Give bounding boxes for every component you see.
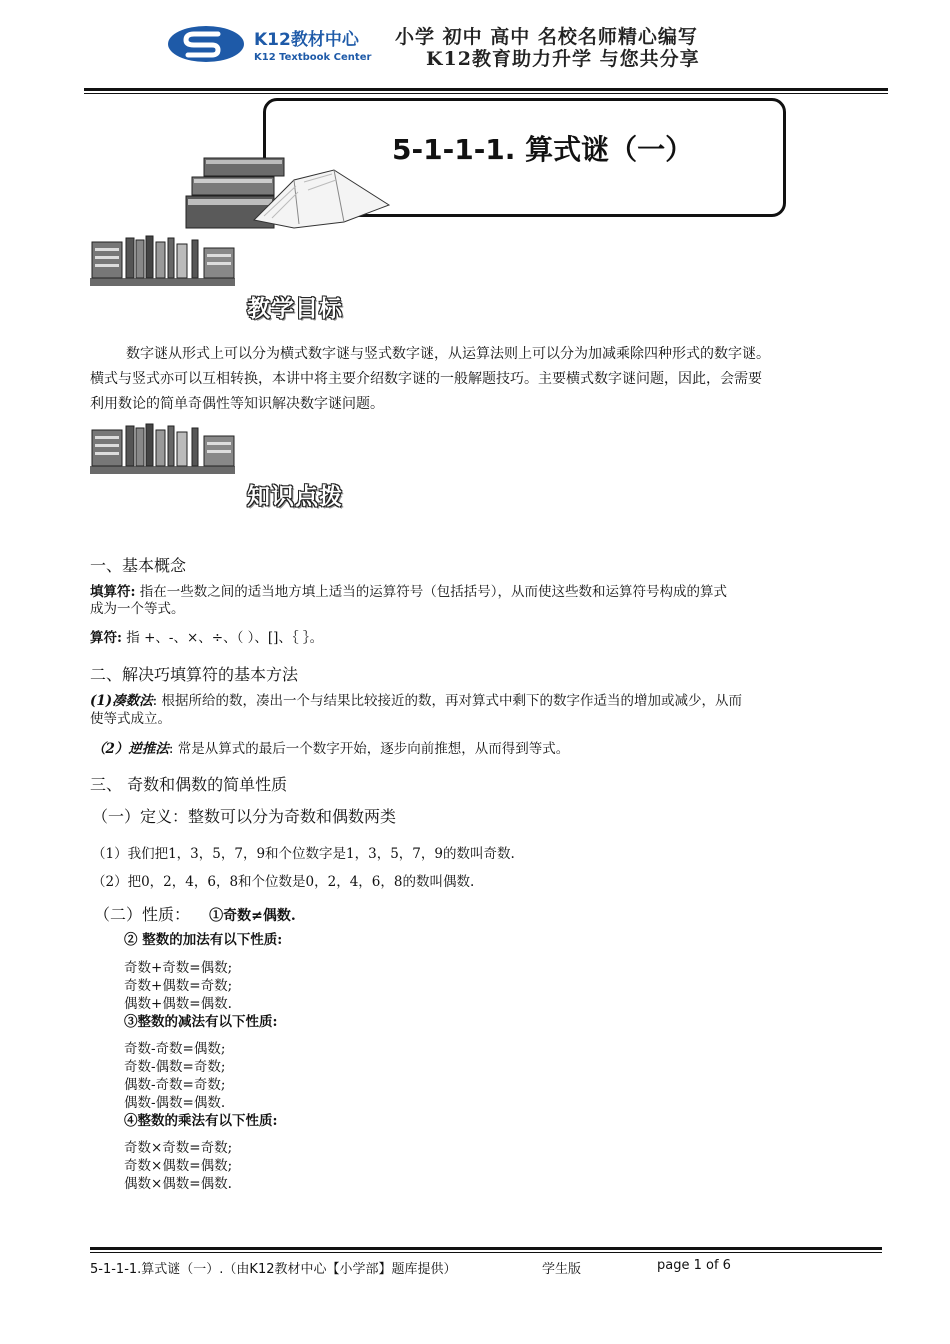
multiplication-rule: 奇数×偶数=偶数; bbox=[124, 1158, 233, 1174]
addition-rule: 偶数+偶数=偶数. bbox=[124, 996, 232, 1012]
operator-def bbox=[90, 630, 323, 647]
addition-title: ② 整数的加法有以下性质: bbox=[124, 932, 283, 948]
subtraction-title: ③整数的减法有以下性质: bbox=[124, 1014, 278, 1030]
heading-methods: 二、解决巧填算符的基本方法 bbox=[90, 665, 299, 684]
fill-operator-text: 指在一些数之间的适当地方填上适当的运算符号（包括括号），从而使这些数和运算符号构成的算式 bbox=[135, 584, 728, 600]
property-1: ①奇数≠偶数. bbox=[209, 908, 296, 924]
operator-label: 算符: bbox=[90, 630, 122, 646]
header-rule-thin bbox=[84, 93, 888, 94]
k12-logo-icon bbox=[166, 22, 246, 66]
addition-rule: 奇数+偶数=奇数; bbox=[124, 978, 233, 994]
operator-text: 指 +、-、×、÷、（ ）、[]、｛ ｝。 bbox=[121, 630, 324, 646]
slogan-line-2: K12教育助力升学 与您共分享 bbox=[426, 48, 700, 70]
heading-basic-concepts: 一、基本概念 bbox=[90, 556, 187, 575]
method-1 bbox=[90, 693, 742, 710]
subtraction-rule: 奇数-偶数=奇数; bbox=[124, 1059, 226, 1075]
fill-operator-def-cont: 成为一个等式。 bbox=[90, 601, 185, 617]
goal-text-line-2: 横式与竖式亦可以互相转换，本讲中将主要介绍数字谜的一般解题技巧。主要横式数字谜问题，因此，会需要 bbox=[90, 371, 762, 387]
fill-operator-label: 填算符: bbox=[90, 584, 136, 600]
method-2-label: （2）逆推法 bbox=[92, 741, 169, 757]
footer-edition: 学生版 bbox=[542, 1262, 582, 1277]
property-row bbox=[94, 902, 296, 925]
fill-operator-def bbox=[90, 584, 727, 601]
multiplication-rule: 奇数×奇数=奇数; bbox=[124, 1140, 233, 1156]
goal-text-line-1: 数字谜从形式上可以分为横式数字谜与竖式数字谜，从运算法则上可以分为加减乘除四种形式的数字谜。 bbox=[126, 346, 770, 362]
bookshelf-banner-icon bbox=[90, 422, 240, 478]
footer-source: 5-1-1-1.算式谜（一）.（由K12教材中心【小学部】题库提供） bbox=[90, 1262, 457, 1277]
subtraction-rule: 偶数-偶数=偶数. bbox=[124, 1095, 226, 1111]
multiplication-rule: 偶数×偶数=偶数. bbox=[124, 1176, 232, 1192]
addition-rule: 奇数+奇数=偶数; bbox=[124, 960, 233, 976]
books-icon bbox=[184, 150, 399, 234]
heading-parity: 三、 奇数和偶数的简单性质 bbox=[90, 775, 288, 794]
multiplication-title: ④整数的乘法有以下性质: bbox=[124, 1113, 278, 1129]
method-2-text: : 常是从算式的最后一个数字开始，逐步向前推想，从而得到等式。 bbox=[168, 741, 570, 757]
logo-subtitle: K12 Textbook Center bbox=[254, 52, 372, 63]
subtraction-rule: 奇数-奇数=偶数; bbox=[124, 1041, 226, 1057]
logo-name: K12教材中心 bbox=[254, 30, 359, 50]
footer-rule-thin bbox=[90, 1252, 882, 1253]
definition-heading: （一）定义：整数可以分为奇数和偶数两类 bbox=[92, 807, 397, 826]
section-title-knowledge: 知识点拨 bbox=[247, 484, 343, 510]
slogan-line-1: 小学 初中 高中 名校名师精心编写 bbox=[395, 26, 698, 48]
method-1-text: : 根据所给的数，凑出一个与结果比较接近的数，再对算式中剩下的数字作适当的增加或减少，从而 bbox=[152, 693, 743, 709]
section-title-goal: 教学目标 bbox=[247, 296, 343, 322]
definition-odd: （1）我们把1，3，5，7，9和个位数字是1，3，5，7，9的数叫奇数. bbox=[92, 846, 515, 862]
subtraction-rule: 偶数-奇数=奇数; bbox=[124, 1077, 226, 1093]
definition-even: （2）把0，2，4，6，8和个位数是0，2，4，6，8的数叫偶数. bbox=[92, 874, 475, 890]
property-heading: （二）性质： bbox=[94, 905, 191, 924]
method-1-cont: 使等式成立。 bbox=[90, 711, 171, 727]
page-title: 5-1-1-1. 算式谜（一） bbox=[392, 133, 694, 166]
method-1-label: (1)凑数法 bbox=[90, 693, 153, 709]
footer-page-number: page 1 of 6 bbox=[657, 1258, 731, 1273]
footer-rule bbox=[90, 1247, 882, 1250]
method-2 bbox=[92, 741, 569, 758]
header-rule bbox=[84, 88, 888, 91]
goal-text-line-3: 利用数论的简单奇偶性等知识解决数字谜问题。 bbox=[90, 396, 384, 412]
bookshelf-banner-icon bbox=[90, 234, 240, 290]
